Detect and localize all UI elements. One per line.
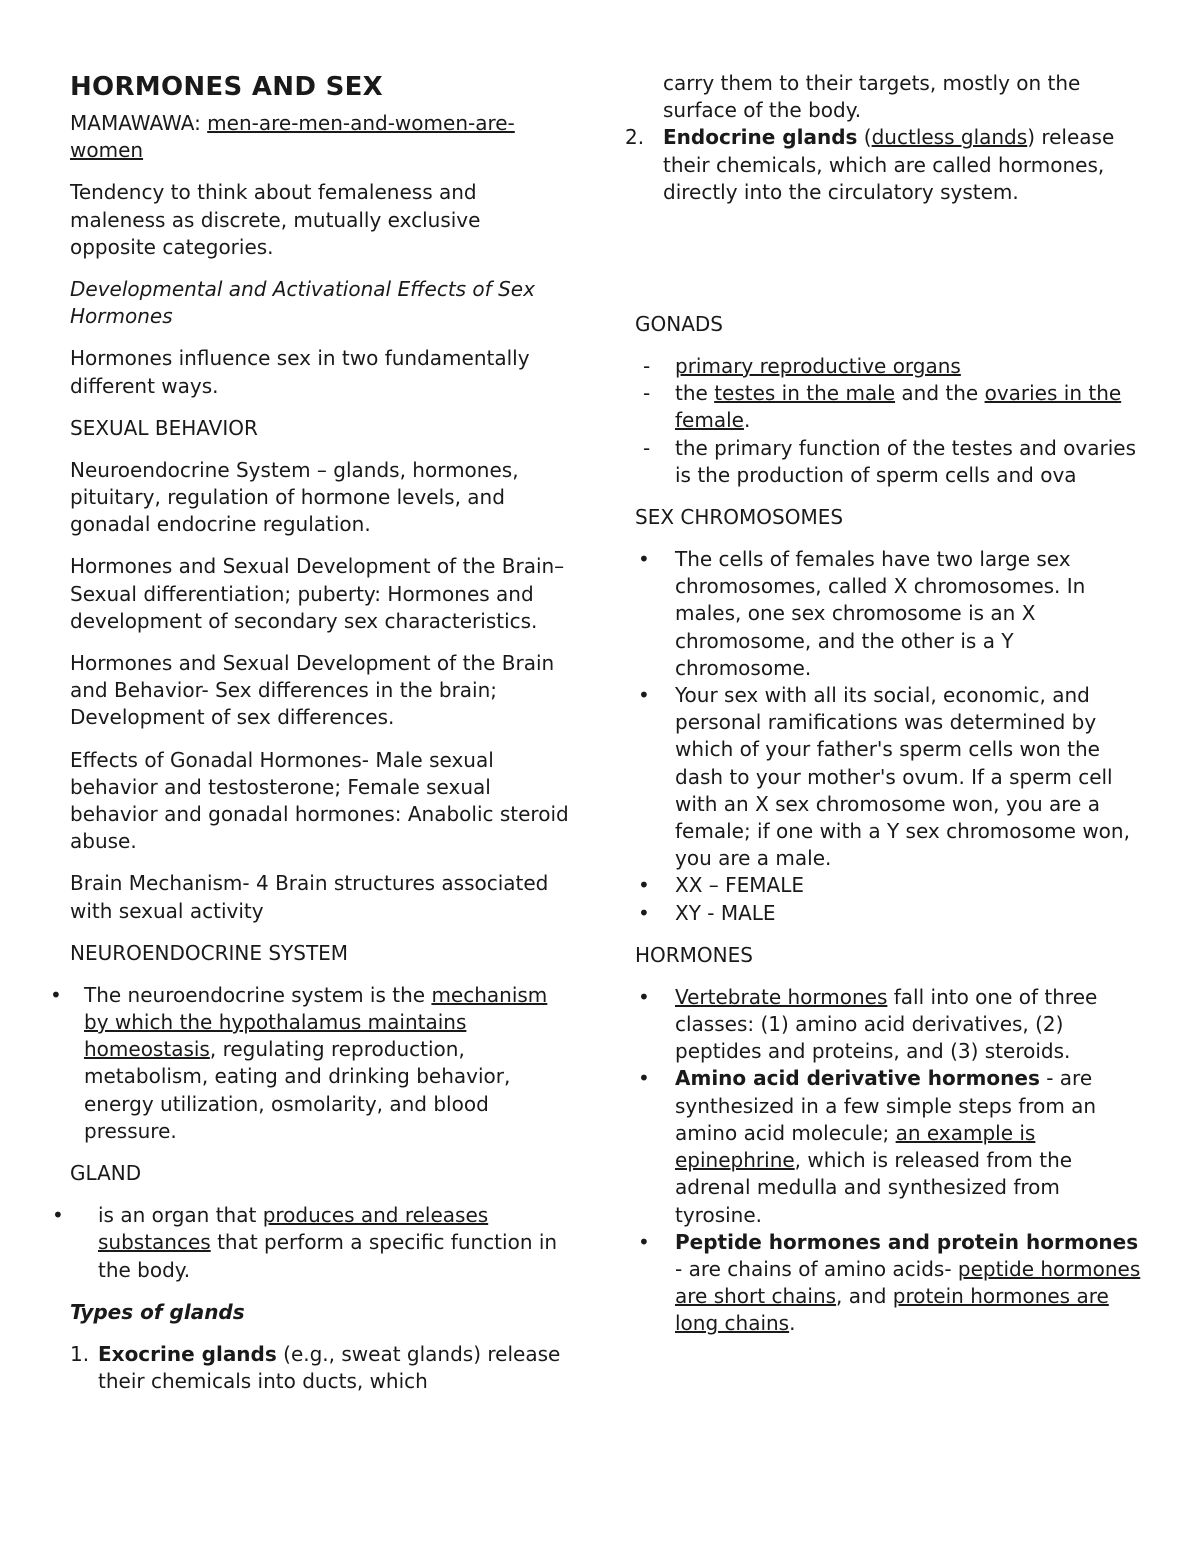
hormones-heading: HORMONES	[635, 942, 753, 967]
gonads-heading: GONADS	[635, 312, 723, 337]
right-column	[625, 70, 1145, 1353]
list-item: • is an organ that produces and releases substances that perform a specific function in the body.	[70, 1202, 570, 1284]
developmental-heading: Developmental and Activational Effects of Sex Hormones	[70, 277, 535, 329]
list-item: carry them to their targets, mostly on the surface of the body.	[663, 71, 1081, 123]
hormones-list	[635, 984, 1145, 1338]
chromosomes-list	[635, 546, 1145, 927]
homeostasis-underline: mechanism by which the hypothalamus maintains homeostasis	[84, 982, 548, 1062]
list-item: 1. Exocrine glands (e.g., sweat glands) release their chemicals into ducts, which	[70, 1341, 561, 1394]
brain-development-paragraph: Hormones and Sexual Development of the Brain– Sexual differentiation; puberty: Hormones and development of secondary sex characteristics.	[70, 554, 565, 633]
list-item: • Peptide hormones and protein hormones - are chains of amino acids- peptide hormones are short chains, and protein hormones are long chains.	[635, 1229, 1145, 1338]
list-item: • Vertebrate hormones fall into one of three classes: (1) amino acid derivatives, (2) peptides and proteins, and (3) steroids.	[635, 984, 1145, 1066]
types-of-glands-heading: Types of glands	[70, 1299, 245, 1324]
behavior-development-paragraph: Hormones and Sexual Development of the Brain and Behavior- Sex differences in the brain; Development of sex differences.	[70, 651, 555, 730]
left-column	[70, 70, 570, 1410]
list-item: • The neuroendocrine system is the mechanism by which the hypothalamus maintains homeostasis, regulating reproduction, metabolism, eating and drinking behavior, energy utilization, osmolarity, and blood pressure.	[70, 982, 570, 1145]
gland-list	[70, 1202, 570, 1284]
tendency-paragraph: Tendency to think about femaleness and maleness as discrete, mutually exclusive opposite categories.	[70, 180, 481, 259]
list-item: • The cells of females have two large sex chromosomes, called X chromosomes. In males, one sex chromosome is an X chromosome, and the other is a Y chromosome.	[635, 546, 1145, 682]
neuroendocrine-heading: NEUROENDOCRINE SYSTEM	[70, 940, 349, 965]
neuroendocrine-paragraph: Neuroendocrine System – glands, hormones, pituitary, regulation of hormone levels, and gonadal endocrine regulation.	[70, 457, 519, 537]
gland-types-list-continued	[625, 70, 1145, 206]
spacer	[635, 221, 1145, 311]
gland-types-list	[70, 1341, 570, 1395]
list-item: • XY - MALE	[635, 900, 1145, 927]
list-item: - the primary function of the testes and ovaries is the production of sperm cells and ova	[635, 435, 1145, 489]
exocrine-label: Exocrine glands	[98, 1341, 277, 1366]
mamawawa-paragraph	[70, 110, 570, 164]
list-item: - primary reproductive organs	[635, 353, 1145, 380]
gonadal-effects-paragraph: Effects of Gonadal Hormones- Male sexual behavior and testosterone; Female sexual behavior and gonadal hormones: Anabolic steroid abuse.	[70, 747, 569, 854]
neuroendocrine-list	[70, 982, 570, 1145]
list-item: - the testes in the male and the ovaries in the female.	[635, 380, 1145, 434]
ductless-underline: ductless glands	[871, 125, 1028, 150]
produces-releases-underline: produces and releases substances	[98, 1203, 489, 1255]
list-item: • Your sex with all its social, economic, and personal ramifications was determined by which of your father's sperm cells won the dash to your mother's ovum. If a sperm cell with an X sex chromosome won, you are a female; if one with a Y sex chromosome won, you are a male.	[635, 682, 1145, 872]
mamawawa-definition: men-are-men-and-women-are-women	[70, 111, 515, 163]
page-title: HORMONES AND SEX	[70, 72, 384, 102]
gonads-list	[635, 353, 1145, 489]
endocrine-label: Endocrine glands	[663, 125, 858, 150]
sex-chromosomes-heading: SEX CHROMOSOMES	[635, 505, 844, 530]
list-item: 2. Endocrine glands (ductless glands) release their chemicals, which are called hormones, directly into the circulatory system.	[625, 125, 1115, 204]
list-item: • XX – FEMALE	[635, 872, 1145, 899]
sexual-behavior-heading: SEXUAL BEHAVIOR	[70, 415, 258, 440]
list-item: • Amino acid derivative hormones - are synthesized in a few simple steps from an amino acid molecule; an example is epinephrine, which is released from the adrenal medulla and synthesized from tyrosine.	[635, 1065, 1145, 1228]
brain-mechanism-paragraph: Brain Mechanism- 4 Brain structures associated with sexual activity	[70, 871, 549, 923]
gland-heading: GLAND	[70, 1161, 142, 1186]
mamawawa-label: MAMAWAWA:	[70, 111, 208, 135]
influence-paragraph: Hormones influence sex in two fundamentally different ways.	[70, 346, 530, 398]
